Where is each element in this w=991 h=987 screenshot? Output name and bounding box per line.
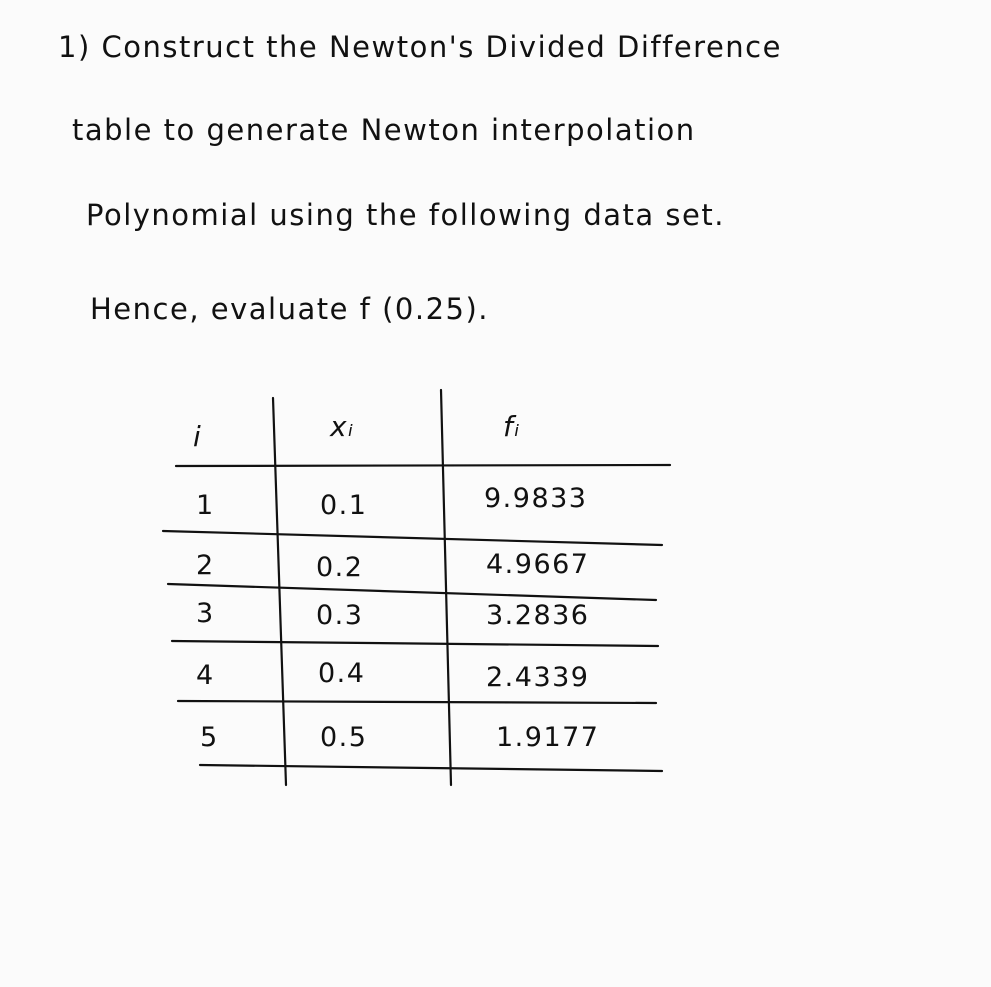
question-line-3: Polynomial using the following data set. (86, 198, 725, 232)
row-1-i: 1 (196, 490, 215, 521)
row-rule-3 (172, 641, 658, 646)
column-divider-1 (273, 398, 286, 785)
row-3-x: 0.3 (316, 600, 364, 631)
row-4-x: 0.4 (318, 658, 366, 689)
row-rule-2 (168, 584, 656, 600)
row-rule-5 (200, 765, 662, 771)
header-i: i (193, 420, 203, 453)
row-rule-1 (163, 531, 662, 545)
row-1-x: 0.1 (320, 490, 368, 521)
row-5-x: 0.5 (320, 722, 368, 753)
row-4-i: 4 (196, 660, 215, 691)
row-2-i: 2 (196, 550, 215, 581)
row-rule-4 (178, 701, 656, 703)
row-3-i: 3 (196, 598, 215, 629)
question-line-2: table to generate Newton interpolation (72, 113, 696, 147)
row-4-f: 2.4339 (486, 662, 590, 693)
header-f: fᵢ (503, 410, 521, 443)
row-1-f: 9.9833 (484, 483, 588, 514)
row-5-f: 1.9177 (496, 722, 600, 753)
header-rule (176, 465, 670, 466)
question-line-4: Hence, evaluate f (0.25). (90, 292, 490, 326)
row-2-x: 0.2 (316, 552, 364, 583)
row-5-i: 5 (200, 722, 219, 753)
row-2-f: 4.9667 (486, 549, 590, 580)
question-line-1: 1) Construct the Newton's Divided Difference (58, 30, 782, 64)
column-divider-2 (441, 390, 451, 785)
header-x: xᵢ (330, 410, 355, 443)
row-3-f: 3.2836 (486, 600, 590, 631)
